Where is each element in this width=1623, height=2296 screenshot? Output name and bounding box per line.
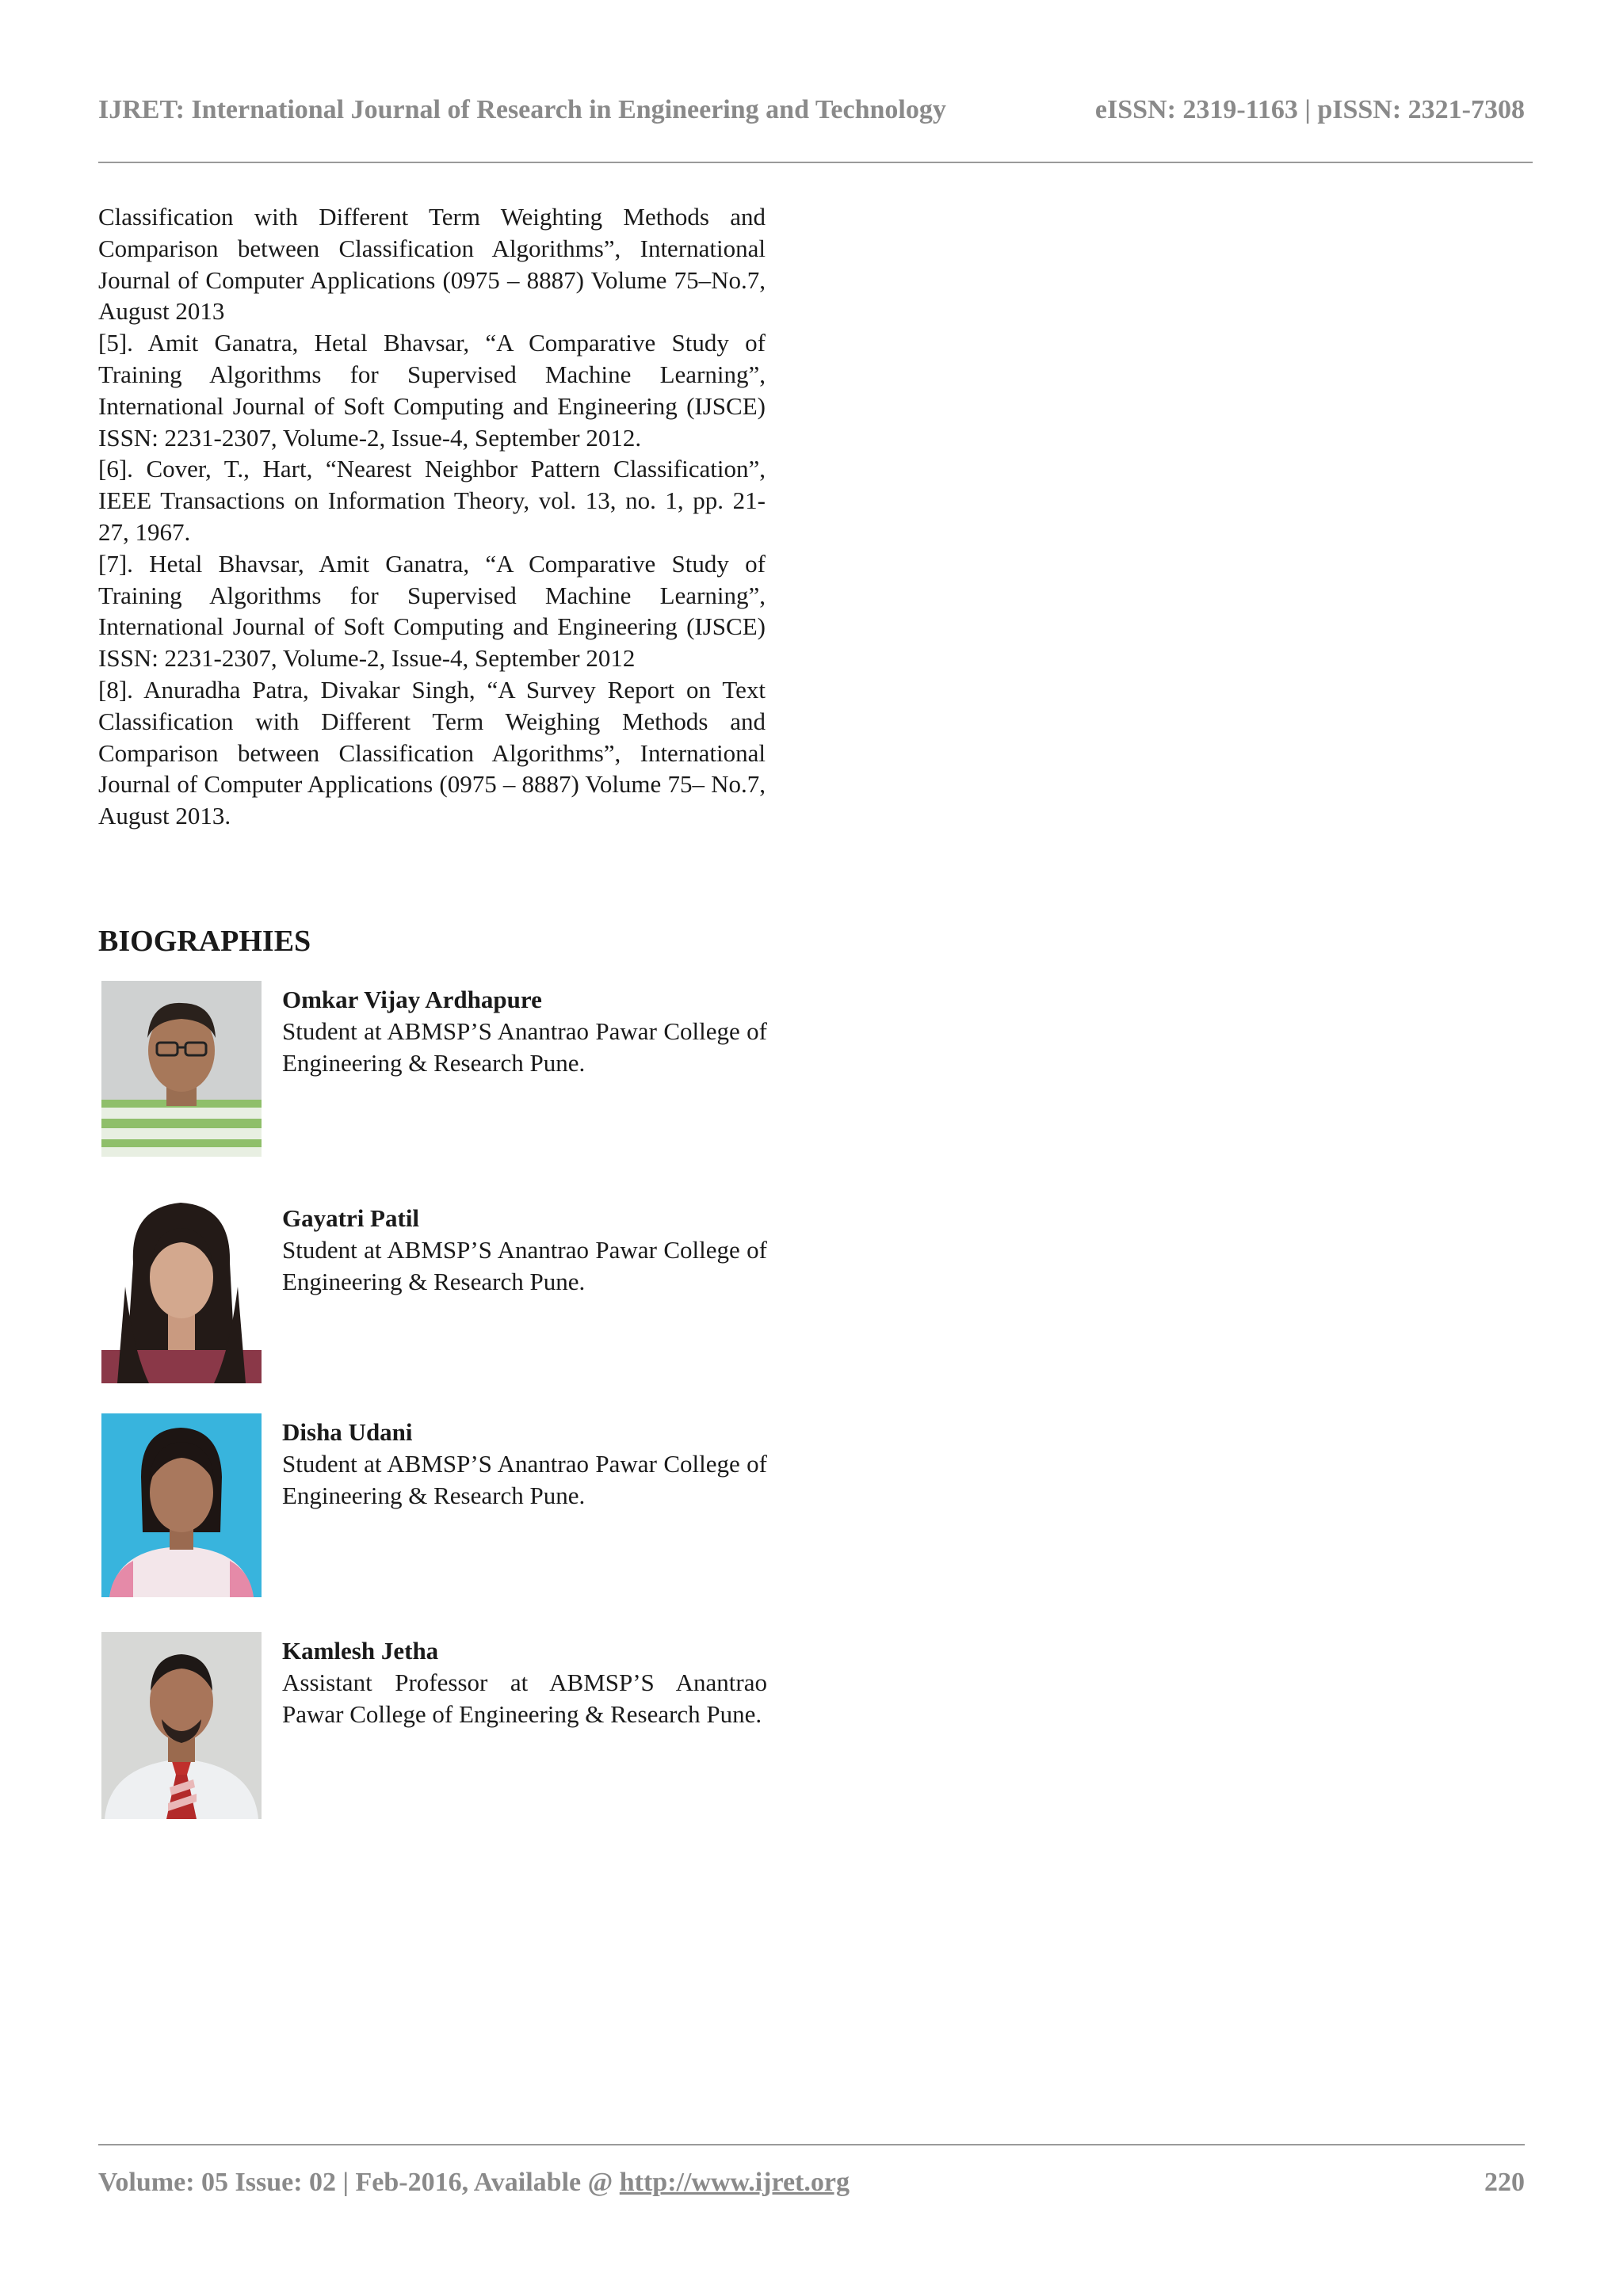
volume-text: Volume: 05 Issue: 02 | Feb-2016, Available @ xyxy=(98,2168,620,2197)
journal-title: IJRET: International Journal of Research in Engineering and Technology xyxy=(98,95,946,124)
author-photo xyxy=(101,1192,262,1383)
author-photo xyxy=(101,981,262,1157)
author-description: Student at ABMSP’S Anantrao Pawar College of Engineering & Research Pune. xyxy=(282,1449,767,1509)
author-photo xyxy=(101,1632,262,1819)
reference-item: [6]. Cover, T., Hart, “Nearest Neighbor Pattern Classification”, IEEE Transactions on Information Theory, vol. 13, no. 1, pp. 21-27, 1967. xyxy=(98,455,766,546)
reference-item: [8]. Anuradha Patra, Divakar Singh, “A Survey Report on Text Classification with Different Term Weighing Methods and Comparison between Classification Algorithms”, International Journal of Computer Applications (0975 – 8887) Volume 75– No.7, August 2013. xyxy=(98,675,766,830)
footer-volume-info xyxy=(98,2168,850,2198)
author-photo xyxy=(101,1413,262,1597)
author-description: Assistant Professor at ABMSP’S Anantrao Pawar College of Engineering & Research Pune. xyxy=(282,1668,767,1728)
issn-info: eISSN: 2319-1163 | pISSN: 2321-7308 xyxy=(1094,95,1525,124)
reference-item: Classification with Different Term Weighting Methods and Comparison between Classification Algorithms”, International Journal of Computer Applications (0975 – 8887) Volume 75–No.7, August 2013 xyxy=(98,203,766,326)
author-description: Student at ABMSP’S Anantrao Pawar College of Engineering & Research Pune. xyxy=(282,1235,767,1295)
author-name: Gayatri Patil xyxy=(282,1204,420,1232)
running-footer xyxy=(98,2168,1525,2198)
reference-item: [7]. Hetal Bhavsar, Amit Ganatra, “A Comparative Study of Training Algorithms for Supervised Machine Learning”, International Journal of Soft Computing and Engineering (IJSCE) ISSN: 2231-2307, Volume-2, Issue-4, September 2012 xyxy=(98,549,766,673)
references-list xyxy=(98,201,766,832)
running-header xyxy=(98,95,1525,125)
biographies-heading: BIOGRAPHIES xyxy=(98,925,311,958)
author-name: Omkar Vijay Ardhapure xyxy=(282,986,542,1013)
author-name: Kamlesh Jetha xyxy=(282,1637,439,1665)
author-description: Student at ABMSP’S Anantrao Pawar College of Engineering & Research Pune. xyxy=(282,1016,767,1077)
reference-item: [5]. Amit Ganatra, Hetal Bhavsar, “A Comparative Study of Training Algorithms for Supervised Machine Learning”, International Journal of Soft Computing and Engineering (IJSCE) ISSN: 2231-2307, Volume-2, Issue-4, September 2012. xyxy=(98,329,766,452)
header-divider xyxy=(98,162,1533,163)
page-number: 220 xyxy=(1484,2168,1525,2197)
author-name: Disha Udani xyxy=(282,1418,413,1446)
journal-link[interactable]: http://www.ijret.org xyxy=(619,2168,850,2197)
footer-divider xyxy=(98,2144,1525,2145)
